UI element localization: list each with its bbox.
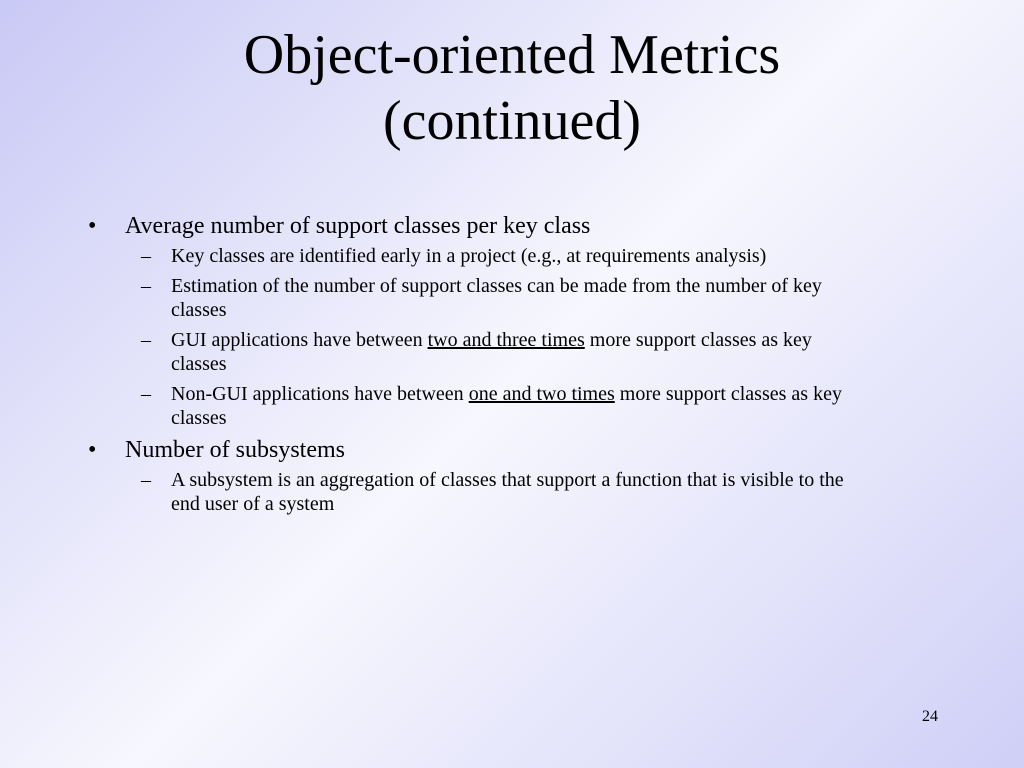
bullet-text: Number of subsystems (125, 437, 345, 463)
bullet-group-2 (88, 436, 948, 516)
sub-bullet-text: Key classes are identified early in a project (e.g., at requirements analysis) (171, 245, 767, 267)
sub-bullet-text-post: more support classes as key classes (171, 329, 812, 375)
sub-bullet-item (88, 468, 861, 516)
bullet-item (88, 436, 948, 464)
bullet-item (88, 212, 948, 240)
bullet-text: Average number of support classes per key class (125, 213, 591, 239)
page-number: 24 (922, 708, 938, 725)
dash-marker: – (141, 383, 151, 405)
underlined-emphasis: one and two times (468, 383, 615, 405)
slide-body (88, 212, 948, 522)
bullet-marker: • (88, 213, 97, 239)
sub-bullet-text-post: more support classes as key classes (171, 383, 842, 429)
dash-marker: – (141, 329, 151, 351)
slide-title-line-1: Object-oriented Metrics (243, 24, 781, 86)
sub-bullet-item (88, 244, 861, 268)
sub-bullet-item (88, 274, 861, 322)
sub-bullet-text: Estimation of the number of support classes can be made from the number of key classes (171, 275, 822, 321)
slide-title-line-2: (continued) (382, 90, 642, 152)
bullet-marker: • (88, 437, 97, 463)
dash-marker: – (141, 275, 151, 297)
dash-marker: – (141, 245, 151, 267)
sub-bullet-text-pre: Non-GUI applications have between (171, 383, 469, 405)
dash-marker: – (141, 469, 151, 491)
underlined-emphasis: two and three times (427, 329, 585, 351)
sub-bullet-text: A subsystem is an aggregation of classes that support a function that is visible to the end user of a system (171, 469, 844, 515)
sub-bullet-item (88, 382, 861, 430)
slide-title (0, 22, 1024, 154)
sub-bullet-item (88, 328, 861, 376)
bullet-group-1 (88, 212, 948, 430)
sub-bullet-text-pre: GUI applications have between (171, 329, 428, 351)
